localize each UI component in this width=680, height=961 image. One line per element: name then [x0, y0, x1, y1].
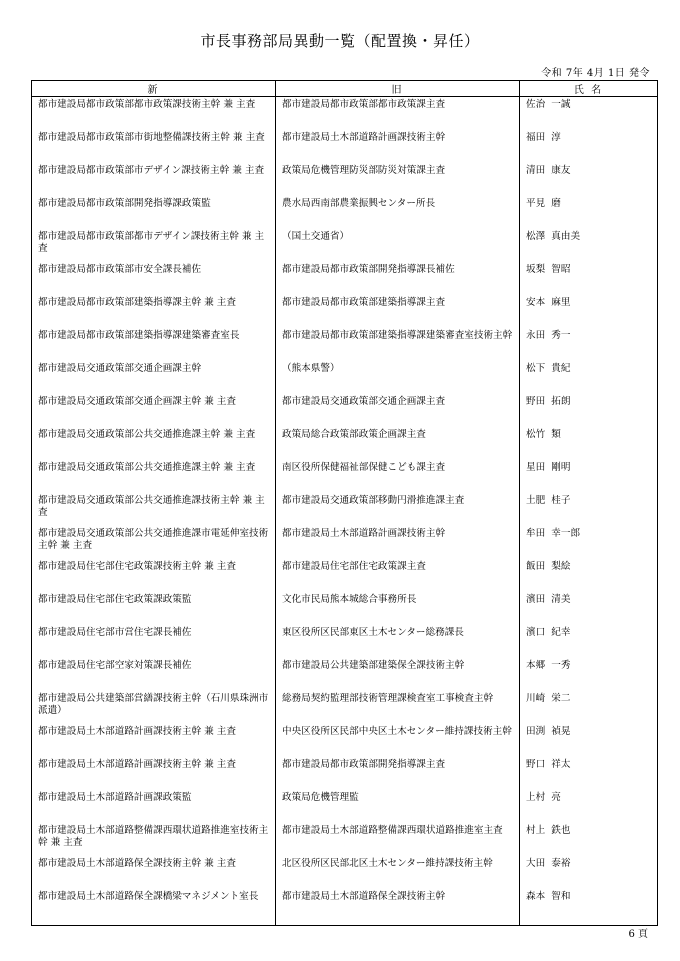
cell-new-position: 都市建設局都市政策部市安全課長補佐 [32, 262, 276, 295]
cell-new-position: 都市建設局土木部道路計画課技術主幹 兼 主査 [32, 757, 276, 790]
issue-date: 令和 7年 4月 1日 発令 [541, 68, 650, 79]
cell-name: 大田 泰裕 [520, 856, 658, 889]
table-row [32, 658, 658, 691]
cell-new-position: 都市建設局住宅部市営住宅課長補佐 [32, 625, 276, 658]
cell-old-position: 都市建設局都市政策部建築指導課建築審査室技術主幹 [276, 328, 520, 361]
cell-new-position: 都市建設局都市政策部建築指導課建築審査室長 [32, 328, 276, 361]
cell-old-position: （国土交通省） [276, 229, 520, 262]
cell-name: 平見 磨 [520, 196, 658, 229]
column-header-name: 氏 名 [520, 81, 658, 97]
cell-name: 福田 淳 [520, 130, 658, 163]
table-row [32, 295, 658, 328]
cell-new-position: 都市建設局都市政策部開発指導課政策監 [32, 196, 276, 229]
table-row [32, 262, 658, 295]
table-row [32, 130, 658, 163]
cell-name: 本郷 一秀 [520, 658, 658, 691]
cell-name: 永田 秀一 [520, 328, 658, 361]
cell-new-position: 都市建設局都市政策部都市デザイン課技術主幹 兼 主査 [32, 229, 276, 262]
page-number: 6 頁 [628, 929, 648, 940]
cell-old-position: 都市建設局都市政策部都市政策課主査 [276, 97, 520, 131]
cell-old-position: 政策局危機管理監 [276, 790, 520, 823]
transfer-table [31, 80, 658, 926]
cell-name: 森本 智和 [520, 889, 658, 926]
cell-old-position: 都市建設局交通政策部移動円滑推進課主査 [276, 493, 520, 526]
table-row [32, 328, 658, 361]
cell-name: 野口 祥太 [520, 757, 658, 790]
table-row [32, 361, 658, 394]
cell-old-position: 政策局総合政策部政策企画課主査 [276, 427, 520, 460]
cell-name: 土肥 桂子 [520, 493, 658, 526]
cell-name: 牟田 幸一郎 [520, 526, 658, 559]
cell-new-position: 都市建設局土木部道路計画課政策監 [32, 790, 276, 823]
table-row [32, 394, 658, 427]
cell-old-position: 南区役所保健福祉部保健こども課主査 [276, 460, 520, 493]
cell-new-position: 都市建設局交通政策部公共交通推進課市電延伸室技術主幹 兼 主査 [32, 526, 276, 559]
cell-name: 川崎 栄二 [520, 691, 658, 724]
cell-name: 田渕 禎晃 [520, 724, 658, 757]
cell-old-position: （熊本県警） [276, 361, 520, 394]
cell-new-position: 都市建設局住宅部住宅政策課政策監 [32, 592, 276, 625]
table-row [32, 97, 658, 131]
table-header-row [32, 81, 658, 97]
cell-name: 野田 拓朗 [520, 394, 658, 427]
table-row [32, 790, 658, 823]
cell-old-position: 北区役所区民部北区土木センター維持課技術主幹 [276, 856, 520, 889]
cell-new-position: 都市建設局土木部道路整備課西環状道路推進室技術主幹 兼 主査 [32, 823, 276, 856]
cell-name: 松下 貴紀 [520, 361, 658, 394]
cell-old-position: 都市建設局都市政策部建築指導課主査 [276, 295, 520, 328]
table-row [32, 526, 658, 559]
cell-new-position: 都市建設局交通政策部公共交通推進課主幹 兼 主査 [32, 460, 276, 493]
cell-name: 村上 鉄也 [520, 823, 658, 856]
table-row [32, 427, 658, 460]
cell-old-position: 東区役所区民部東区土木センター総務課長 [276, 625, 520, 658]
cell-old-position: 都市建設局土木部道路整備課西環状道路推進室主査 [276, 823, 520, 856]
table-row [32, 559, 658, 592]
table-row [32, 625, 658, 658]
cell-name: 濱口 紀幸 [520, 625, 658, 658]
cell-new-position: 都市建設局土木部道路保全課技術主幹 兼 主査 [32, 856, 276, 889]
cell-old-position: 都市建設局土木部道路計画課技術主幹 [276, 526, 520, 559]
table-row [32, 460, 658, 493]
cell-new-position: 都市建設局土木部道路計画課技術主幹 兼 主査 [32, 724, 276, 757]
cell-name: 清田 康友 [520, 163, 658, 196]
cell-name: 松澤 真由美 [520, 229, 658, 262]
cell-new-position: 都市建設局交通政策部交通企画課主幹 [32, 361, 276, 394]
cell-name: 飯田 梨絵 [520, 559, 658, 592]
cell-new-position: 都市建設局土木部道路保全課橋梁マネジメント室長 [32, 889, 276, 926]
table-row [32, 196, 658, 229]
column-header-new: 新 [32, 81, 276, 97]
table-row [32, 823, 658, 856]
cell-old-position: 都市建設局公共建築部建築保全課技術主幹 [276, 658, 520, 691]
cell-old-position: 都市建設局交通政策部交通企画課主査 [276, 394, 520, 427]
cell-new-position: 都市建設局住宅部空家対策課長補佐 [32, 658, 276, 691]
column-header-old: 旧 [276, 81, 520, 97]
cell-name: 安本 麻里 [520, 295, 658, 328]
cell-old-position: 文化市民局熊本城総合事務所長 [276, 592, 520, 625]
cell-old-position: 中央区役所区民部中央区土木センター維持課技術主幹 [276, 724, 520, 757]
cell-old-position: 都市建設局土木部道路計画課技術主幹 [276, 130, 520, 163]
table-row [32, 493, 658, 526]
cell-new-position: 都市建設局交通政策部公共交通推進課技術主幹 兼 主査 [32, 493, 276, 526]
cell-new-position: 都市建設局都市政策部市街地整備課技術主幹 兼 主査 [32, 130, 276, 163]
table-row [32, 724, 658, 757]
table-row [32, 856, 658, 889]
cell-old-position: 都市建設局都市政策部開発指導課主査 [276, 757, 520, 790]
page-title: 市長事務部局異動一覧（配置換・昇任） [200, 32, 480, 50]
cell-name: 坂梨 智昭 [520, 262, 658, 295]
cell-old-position: 都市建設局住宅部住宅政策課主査 [276, 559, 520, 592]
cell-old-position: 都市建設局都市政策部開発指導課長補佐 [276, 262, 520, 295]
cell-new-position: 都市建設局住宅部住宅政策課技術主幹 兼 主査 [32, 559, 276, 592]
cell-old-position: 農水局西南部農業振興センター所長 [276, 196, 520, 229]
table-row [32, 163, 658, 196]
cell-name: 濱田 清美 [520, 592, 658, 625]
table-row [32, 592, 658, 625]
cell-old-position: 都市建設局土木部道路保全課技術主幹 [276, 889, 520, 926]
cell-new-position: 都市建設局公共建築部営繕課技術主幹（石川県珠洲市派遣） [32, 691, 276, 724]
cell-new-position: 都市建設局交通政策部公共交通推進課主幹 兼 主査 [32, 427, 276, 460]
cell-name: 佐治 一誠 [520, 97, 658, 131]
cell-name: 上村 亮 [520, 790, 658, 823]
table-row [32, 229, 658, 262]
cell-new-position: 都市建設局都市政策部都市政策課技術主幹 兼 主査 [32, 97, 276, 131]
cell-old-position: 政策局危機管理防災部防災対策課主査 [276, 163, 520, 196]
cell-new-position: 都市建設局都市政策部市デザイン課技術主幹 兼 主査 [32, 163, 276, 196]
cell-new-position: 都市建設局都市政策部建築指導課主幹 兼 主査 [32, 295, 276, 328]
cell-name: 松竹 類 [520, 427, 658, 460]
table-row [32, 757, 658, 790]
cell-new-position: 都市建設局交通政策部交通企画課主幹 兼 主査 [32, 394, 276, 427]
cell-name: 星田 剛明 [520, 460, 658, 493]
cell-old-position: 総務局契約監理部技術管理課検査室工事検査主幹 [276, 691, 520, 724]
table-row [32, 889, 658, 926]
table-row [32, 691, 658, 724]
